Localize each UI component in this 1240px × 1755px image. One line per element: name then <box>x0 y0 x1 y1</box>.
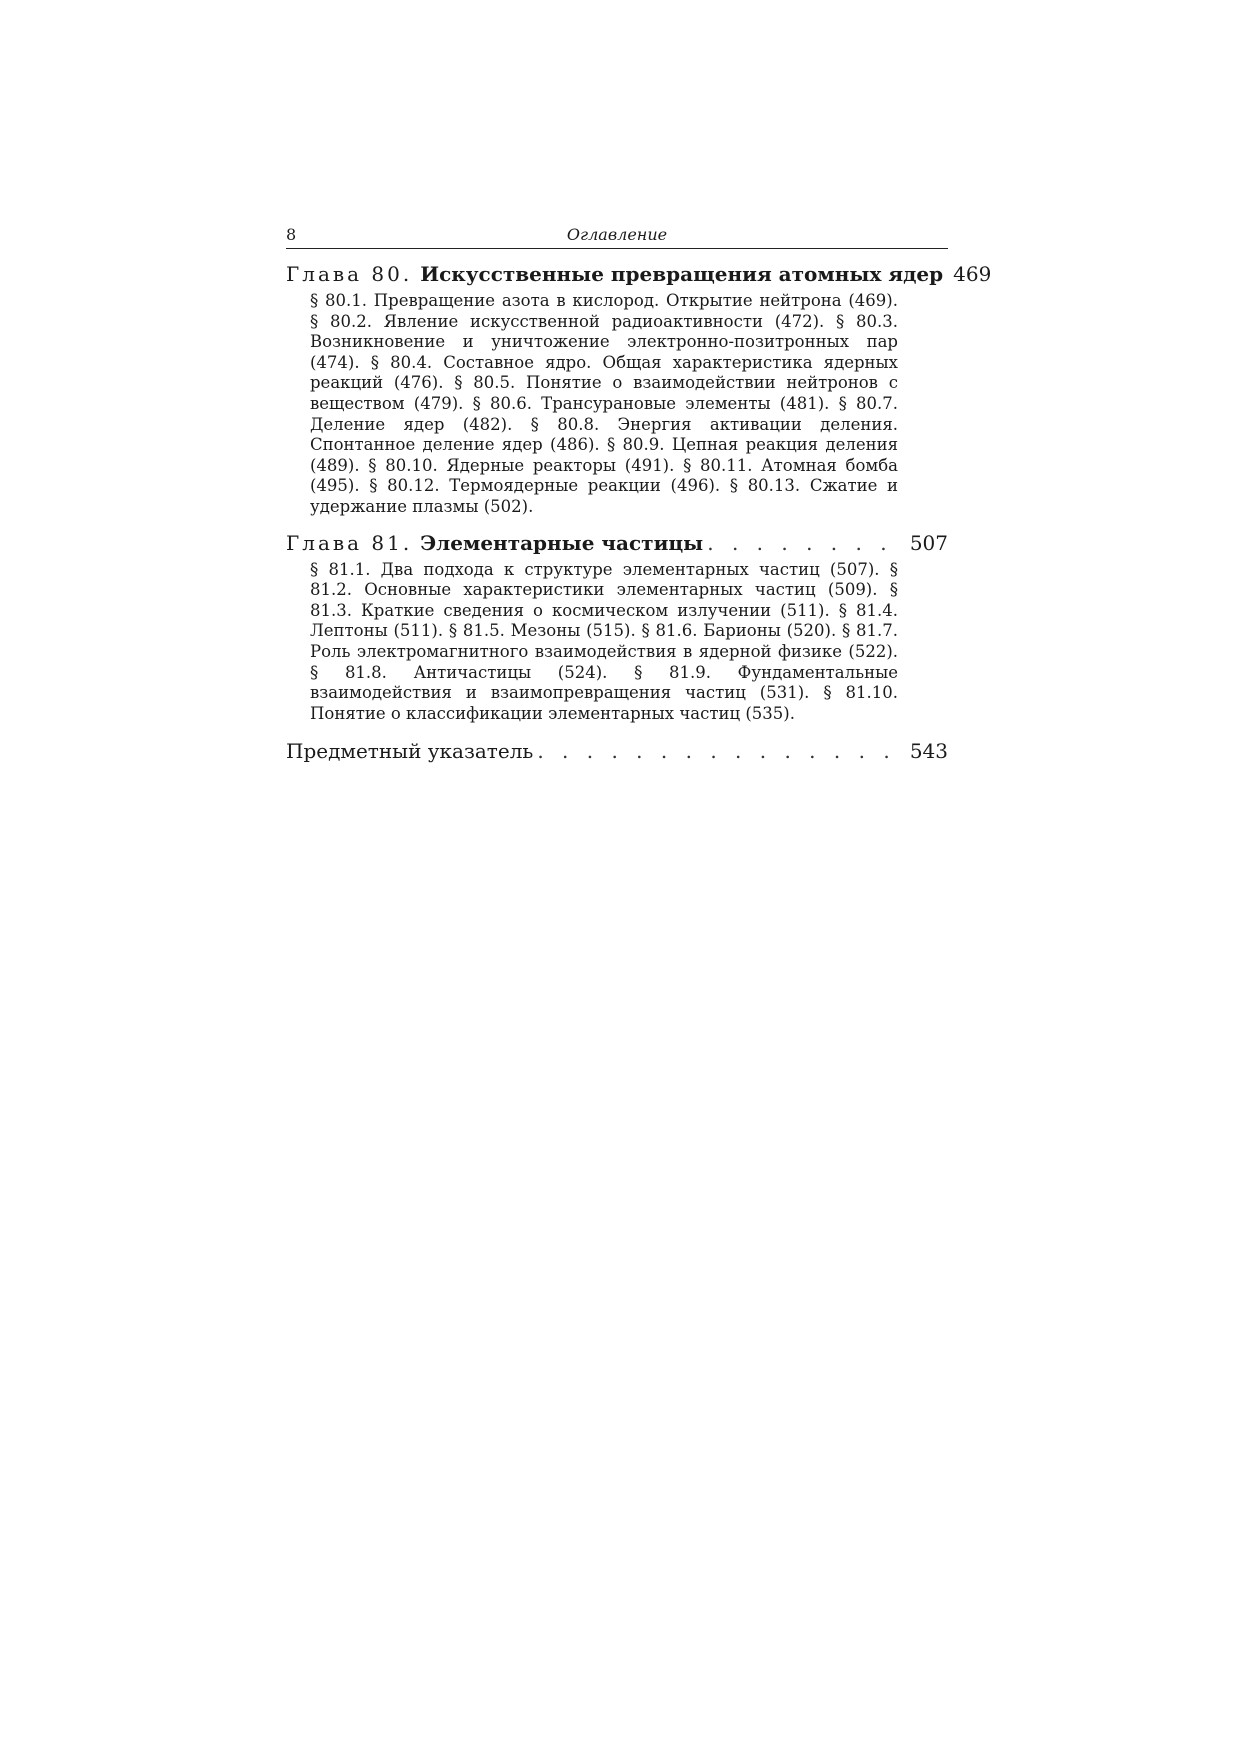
toc-chapter-81 <box>286 530 948 725</box>
chapter-title: Элементарные частицы <box>420 530 704 555</box>
toc-chapter-80 <box>286 261 992 518</box>
chapter-prefix: Глава 80. <box>286 262 413 286</box>
index-page-number: 543 <box>909 739 948 764</box>
dot-leader <box>537 738 904 764</box>
toc-index-entry <box>286 738 948 764</box>
page-content <box>286 222 992 764</box>
chapter-page-number: 469 <box>953 262 992 286</box>
running-title: Оглавление <box>566 225 668 244</box>
section-list: § 81.1. Два подхода к структуре элементарных частиц (507). § 81.2. Основные характеристики элементарных частиц (509). § 81.3. Краткие сведения о космическом излучении (511). § 81.4. Лептоны (511). § 81.5. Мезоны (515). § 81.6. Барионы (520). § 81.7. Роль электромагнитного взаимодействия в ядерной физике (522). § 81.8. Античастицы (524). § 81.9. Фундаментальные взаимодействия и взаимопревращения частиц (531). § 81.10. Понятие о классификации элементарных частиц (535). <box>310 559 898 723</box>
section-list: § 80.1. Превращение азота в кислород. Открытие нейтрона (469). § 80.2. Явление искусственной радиоактивности (472). § 80.3. Возникновение и уничтожение электронно-позитронных пар (474). § 80.4. Составное ядро. Общая характеристика ядерных реакций (476). § 80.5. Понятие о взаимодействии нейтронов с веществом (479). § 80.6. Трансурановые элементы (481). § 80.7. Деление ядер (482). § 80.8. Энергия активации деления. Спонтанное деление ядер (486). § 80.9. Цепная реакция деления (489). § 80.10. Ядерные реакторы (491). § 80.11. Атомная бомба (495). § 80.12. Термоядерные реакции (496). § 80.13. Сжатие и удержание плазмы (502). <box>310 291 898 516</box>
chapter-title: Искусственные превращения атомных ядер <box>420 262 944 286</box>
chapter-heading-line <box>286 261 992 287</box>
chapter-prefix: Глава 81. <box>286 530 413 555</box>
index-title: Предметный указатель <box>286 739 534 764</box>
dot-leader <box>707 530 904 556</box>
running-head <box>286 222 948 249</box>
chapter-page-number: 507 <box>909 530 948 555</box>
chapter-heading-line <box>286 530 948 556</box>
page-number: 8 <box>286 225 297 244</box>
